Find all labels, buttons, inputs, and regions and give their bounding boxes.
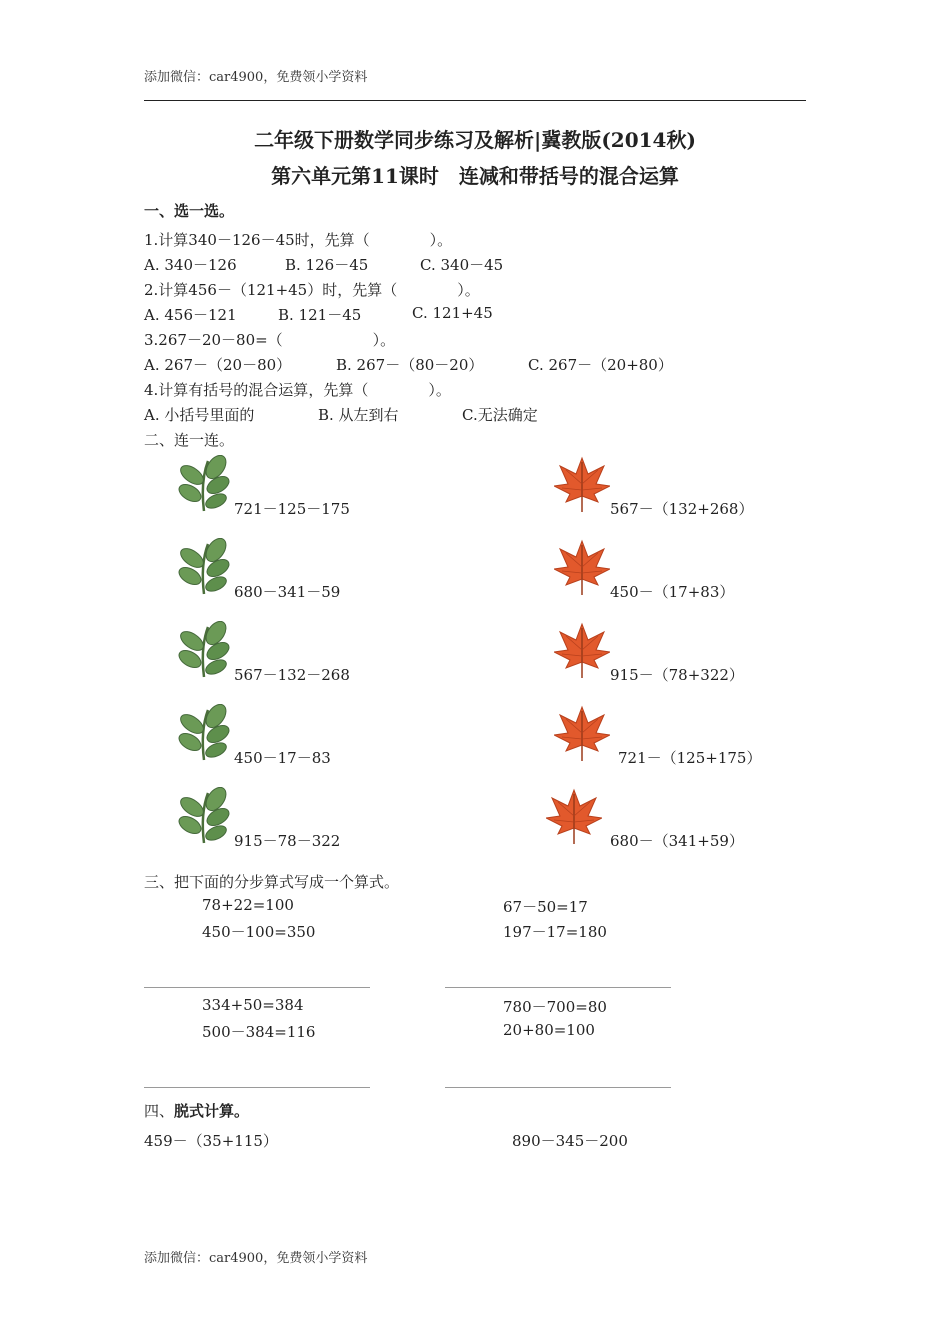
answer-line[interactable] — [144, 1087, 370, 1088]
green-leaf-icon — [178, 538, 234, 596]
step-equation: 197－17=180 — [503, 923, 607, 941]
step-equation: 500－384=116 — [202, 1023, 316, 1041]
right-expression-2: 450－（17+83） — [610, 583, 735, 601]
question-1-option-c: C. 340－45 — [420, 256, 504, 274]
left-expression-2: 680－341－59 — [234, 583, 341, 601]
left-expression-3: 567－132－268 — [234, 666, 350, 684]
question-4-option-a: A. 小括号里面的 — [144, 406, 255, 424]
question-2-option-a: A. 456－121 — [144, 306, 237, 324]
question-1-stem: 1.计算340－126－45时，先算（ ）。 — [144, 231, 453, 249]
left-expression-4: 450－17－83 — [234, 749, 331, 767]
right-expression-3: 915－（78+322） — [610, 666, 744, 684]
right-expression-5: 680－（341+59） — [610, 832, 744, 850]
page-footer: 添加微信：car4900，免费领小学资料 — [144, 1251, 368, 1266]
question-4-option-c: C.无法确定 — [462, 406, 538, 424]
section4-heading-bold: 脱式计算。 — [174, 1102, 250, 1120]
step-equation: 334+50=384 — [202, 996, 304, 1014]
answer-line[interactable] — [144, 987, 370, 988]
right-expression-1: 567－（132+268） — [610, 500, 754, 518]
section4-heading-prefix: 四、 — [144, 1102, 175, 1120]
page-header: 添加微信：car4900，免费领小学资料 — [144, 70, 368, 85]
green-leaf-icon — [178, 704, 234, 762]
question-3-option-b: B. 267－（80－20） — [336, 356, 484, 374]
question-3-option-a: A. 267－（20－80） — [144, 356, 292, 374]
step-equation: 780－700=80 — [503, 998, 607, 1016]
right-expression-4: 721－（125+175） — [618, 749, 762, 767]
left-expression-1: 721－125－175 — [234, 500, 350, 518]
calc-problem-2: 890－345－200 — [512, 1132, 628, 1150]
question-4-option-b: B. 从左到右 — [318, 406, 399, 424]
green-leaf-icon — [178, 455, 234, 513]
question-4-stem: 4.计算有括号的混合运算，先算（ ）。 — [144, 381, 451, 399]
section3-heading: 三、把下面的分步算式写成一个算式。 — [144, 873, 400, 891]
page-subtitle: 第六单元第11课时 连减和带括号的混合运算 — [271, 164, 679, 188]
maple-leaf-icon — [546, 788, 602, 846]
question-3-option-c: C. 267－（20+80） — [528, 356, 673, 374]
calc-problem-1: 459－（35+115） — [144, 1132, 278, 1150]
section4-heading — [144, 1100, 249, 1121]
left-expression-5: 915－78－322 — [234, 832, 341, 850]
step-equation: 67－50=17 — [503, 898, 588, 916]
green-leaf-icon — [178, 787, 234, 845]
step-equation: 450－100=350 — [202, 923, 316, 941]
question-1-option-b: B. 126－45 — [285, 256, 369, 274]
question-1-option-a: A. 340－126 — [144, 256, 237, 274]
question-2-option-b: B. 121－45 — [278, 306, 362, 324]
section2-heading: 二、连一连。 — [144, 431, 235, 449]
answer-line[interactable] — [445, 987, 671, 988]
maple-leaf-icon — [554, 705, 610, 763]
step-equation: 78+22=100 — [202, 896, 294, 914]
step-equation: 20+80=100 — [503, 1021, 595, 1039]
question-2-stem: 2.计算456－（121+45）时，先算（ ）。 — [144, 281, 480, 299]
question-2-option-c: C. 121+45 — [412, 304, 493, 322]
maple-leaf-icon — [554, 622, 610, 680]
header-rule — [144, 100, 806, 101]
maple-leaf-icon — [554, 456, 610, 514]
section1-heading: 一、选一选。 — [144, 202, 235, 220]
question-3-stem: 3.267－20－80=（ ）。 — [144, 331, 396, 349]
maple-leaf-icon — [554, 539, 610, 597]
page-title: 二年级下册数学同步练习及解析|冀教版(2014秋) — [254, 128, 696, 152]
green-leaf-icon — [178, 621, 234, 679]
answer-line[interactable] — [445, 1087, 671, 1088]
